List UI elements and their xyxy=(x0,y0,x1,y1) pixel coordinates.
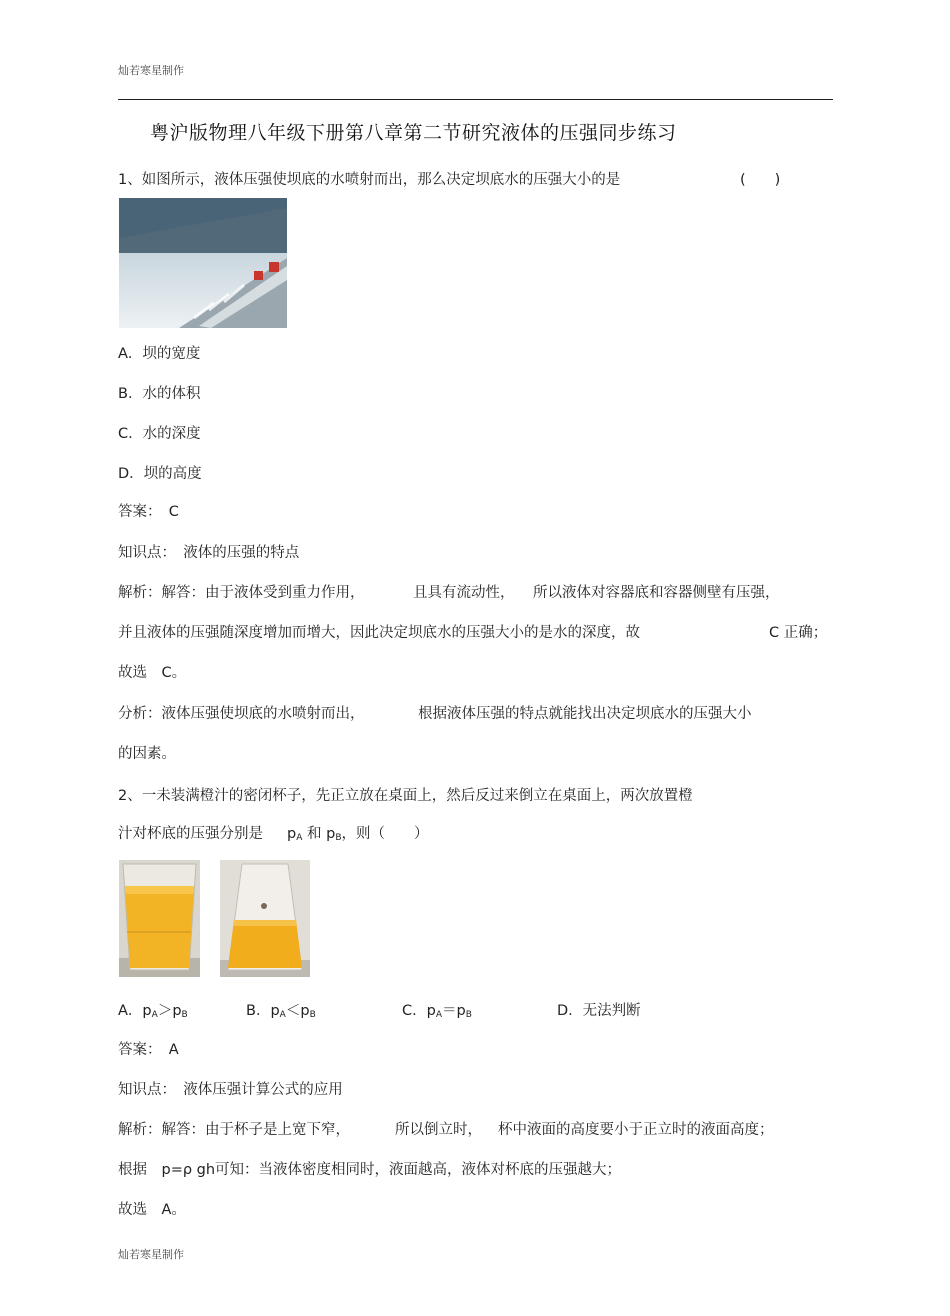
q1-option-a: A．坝的宽度 xyxy=(118,346,201,362)
q2-analysis-1c: 杯中液面的高度要小于正立时的液面高度； xyxy=(498,1122,774,1138)
q2-option-c: C．$p_A=p_B$ xyxy=(402,1003,472,1020)
q1-knowledge: 知识点： 液体的压强的特点 xyxy=(118,545,300,561)
q2-option-b: B．$p_A<p_B$ xyxy=(246,1003,316,1020)
pa-symbol: $p_A$ xyxy=(287,826,303,843)
and-word: 和 xyxy=(307,826,322,842)
q1-analysis-2b: C 正确； xyxy=(769,625,828,641)
q2-stem-2-text: 汁对杯底的压强分别是 xyxy=(118,826,263,842)
q1-analysis-2a: 并且液体的压强随深度增加而增大，因此决定坝底水的压强大小的是水的深度，故 xyxy=(118,625,640,641)
page-footer: 灿若寒星制作 xyxy=(118,1248,184,1261)
q1-paren: ( ) xyxy=(740,172,781,188)
q1-stem: 1、如图所示，液体压强使坝底的水喷射而出，那么决定坝底水的压强大小的是 xyxy=(118,172,621,188)
q2-analysis-1b: 所以倒立时， xyxy=(395,1122,482,1138)
q1-analysis-1a: 解析：解答：由于液体受到重力作用， xyxy=(118,585,365,601)
q2-option-d: D．无法判断 xyxy=(557,1003,641,1019)
q2-stem-end: ，则（ ） xyxy=(341,826,429,842)
q1-analysis-1c: 所以液体对容器底和容器侧壁有压强， xyxy=(533,585,780,601)
page-header: 灿若寒星制作 xyxy=(118,64,184,77)
q2-knowledge: 知识点： 液体压强计算公式的应用 xyxy=(118,1082,343,1098)
q1-analysis-3: 故选 C。 xyxy=(118,665,187,681)
q1-option-b: B．水的体积 xyxy=(118,386,201,402)
q2-analysis-3: 故选 A。 xyxy=(118,1202,186,1218)
page-title: 粤沪版物理八年级下册第八章第二节研究液体的压强同步练习 xyxy=(150,122,677,144)
q1-answer: 答案： C xyxy=(118,504,179,520)
q2-stem-1: 2、一未装满橙汁的密闭杯子，先正立放在桌面上，然后反过来倒立在桌面上，两次放置橙 xyxy=(118,788,693,804)
q2-stem-2 xyxy=(118,822,429,843)
q2-analysis-1a: 解析：解答：由于杯子是上宽下窄， xyxy=(118,1122,350,1138)
q1-fenxi-2: 的因素。 xyxy=(118,746,176,762)
q2-answer: 答案： A xyxy=(118,1042,179,1058)
dam-photo xyxy=(119,198,287,328)
q2-option-a: A．$p_A>p_B$ xyxy=(118,1003,188,1020)
q2-analysis-2: 根据 p=ρ gh可知：当液体密度相同时，液面越高，液体对杯底的压强越大； xyxy=(118,1162,622,1178)
header-rule xyxy=(118,99,833,100)
q1-fenxi-1b: 根据液体压强的特点就能找出决定坝底水的压强大小 xyxy=(418,706,752,722)
upright-cup-photo xyxy=(119,860,200,977)
q1-fenxi-1a: 分析：液体压强使坝底的水喷射而出， xyxy=(118,706,365,722)
inverted-cup-photo xyxy=(220,860,310,977)
q1-option-c: C．水的深度 xyxy=(118,426,201,442)
q1-analysis-1b: 且具有流动性， xyxy=(413,585,515,601)
pb-symbol: $p_B$ xyxy=(326,826,342,843)
q1-option-d: D．坝的高度 xyxy=(118,466,202,482)
